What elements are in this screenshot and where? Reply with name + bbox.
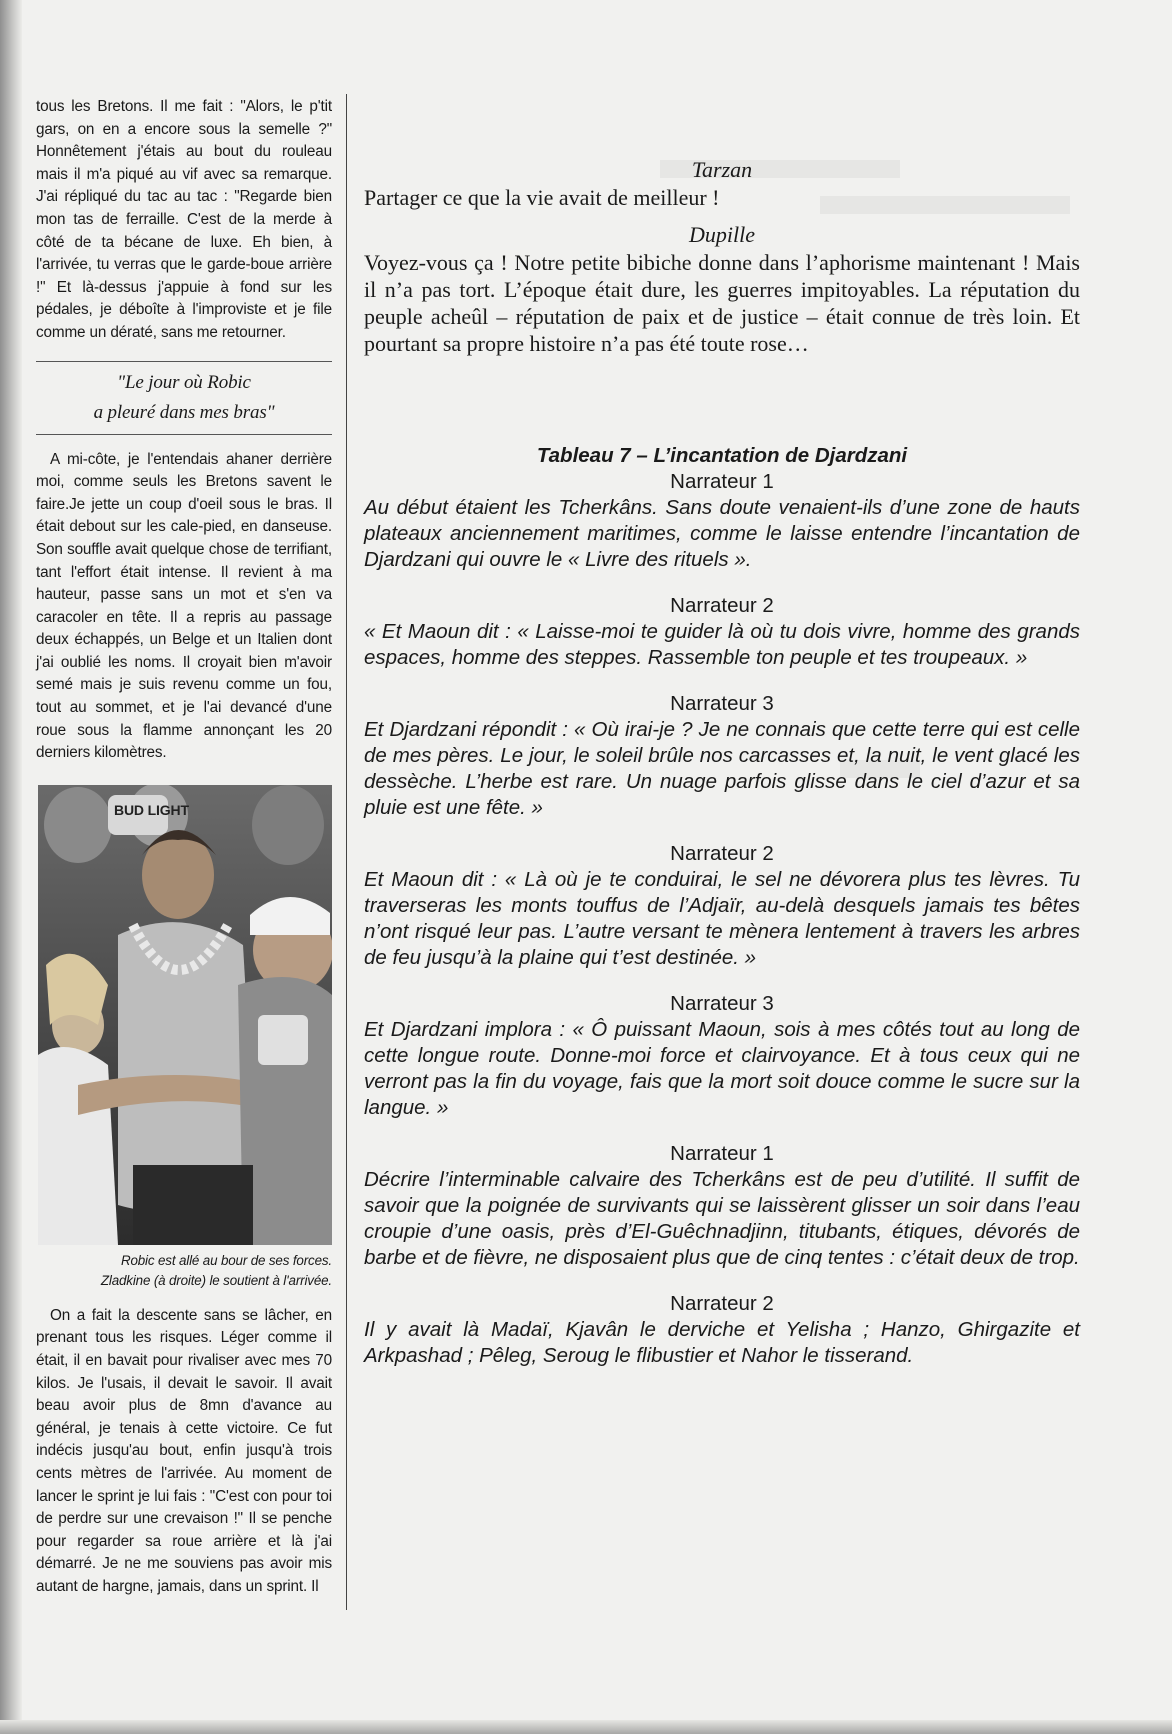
left-paragraph-2: A mi-côte, je l'entendais ahaner derrière moi, comme seuls les Bretons savent le faire.Je jette un coup d'oeil sous le bras. Il était debout sur les cale-pied, en danseuse. Son souffle avait quelque chose de terrifiant, tant l'effort était intense. Il revient à ma hauteur, passe sans un mot et s'en va caracoler en tête. Il a repris au passage deux échappés, un Belge et un Italien dont j'ai oublié les noms. Il croyait bien m'avoir semé mais je suis revenu comme un fou, tout au sommet, et je l'ai devancé d'une roue sous la flamme annonçant les 20 derniers kilomètres. (36, 450, 332, 762)
tableau-title: Tableau 7 – L’incantation de Djardzani (536, 444, 908, 467)
right-column (364, 156, 1080, 1369)
dialogue-section (364, 156, 1080, 357)
segment-speaker: Narrateur 3 (670, 992, 774, 1015)
segment-speaker: Narrateur 3 (670, 692, 774, 715)
segment-text: Et Maoun dit : « Là où je te conduirai, le sel ne dévorera plus tes lèvres. Tu traverseras les monts touffus de l’Adjaïr, au-delà desquels jamais tes bêtes n’ont risqué leur pas. L’autre versant te mènera lentement à travers les arbres de feu jusqu’à la plaine qui t’est destinée. » (364, 868, 1080, 969)
pull-quote-line-2: a pleuré dans mes bras" (93, 401, 275, 423)
cyclist-photo-illustration (38, 785, 332, 1245)
segment-text: « Et Maoun dit : « Laisse-moi te guider là où tu dois vivre, homme des grands espaces, homme des steppes. Rassemble ton peuple et tes troupeaux. » (364, 620, 1080, 669)
segment-speaker: Narrateur 2 (670, 842, 774, 865)
photo-caption-line-2: Zladkine (à droite) le soutient à l'arrivée. (100, 1272, 332, 1288)
segment-text: Et Djardzani implora : « Ô puissant Maoun, sois à mes côtés tout au long de cette longue route. Donne-moi force et clairvoyance. Et à tous ceux qui ne verront pas la fin du voyage, fais que la mort soit douce comme le sucre sur la langue. » (364, 1018, 1080, 1119)
photo-caption (36, 1251, 332, 1291)
segment-speaker: Narrateur 2 (670, 1292, 774, 1315)
tableau-section (364, 443, 1080, 1369)
page-bottom-edge (0, 1720, 1172, 1734)
segment-text: Il y avait là Madaï, Kjavân le derviche et Yelisha ; Hanzo, Ghirgazite et Arkpashad ; Pêleg, Seroug le flibustier et Nahor le tisserand. (364, 1318, 1080, 1367)
photo-sign-text: BUD LIGHT (114, 801, 189, 818)
left-paragraph-1: tous les Bretons. Il me fait : "Alors, le p'tit gars, on en a encore sous la semelle ?" Honnêtement j'étais au bout du rouleau mais il m'a piqué au vif avec sa remarque. J'ai répliqué du tac au tac : "Regarde bien mon tas de ferraille. C'est de la merde à côté de ta bécane de luxe. Eh bien, à l'arrivée, tu verras que le garde-boue arrière !" Et là-dessus j'appuie à fond sur les pédales, je déboîte à l'improviste et je file comme un dératé, sans me retourner. (36, 98, 332, 341)
tarzan-line: Partager ce que la vie avait de meilleur ! (364, 185, 720, 210)
speaker-tarzan: Tarzan (691, 157, 753, 182)
segment-speaker: Narrateur 2 (670, 594, 774, 617)
page-binding-shadow (0, 0, 22, 1734)
left-column (36, 96, 332, 1599)
photo-caption-line-1: Robic est allé au bour de ses forces. (120, 1252, 332, 1268)
column-divider (346, 94, 347, 1610)
pull-quote (36, 361, 332, 435)
cyclist-photo (38, 785, 332, 1245)
pull-quote-line-1: "Le jour où Robic (117, 371, 251, 393)
dupille-text: Voyez-vous ça ! Notre petite bibiche donne dans l’aphorisme maintenant ! Mais il n’a pas tort. L’époque était dure, les guerres impitoyables. La réputation du peuple acheûl – réputation de paix et de justice – était connue de très loin. Et pourtant sa propre histoire n’a pas été toute rose… (364, 250, 1080, 356)
speaker-dupille: Dupille (689, 222, 755, 247)
segment-text: Au début étaient les Tcherkâns. Sans doute venaient-ils d’une zone de hauts plateaux anciennement maritimes, comme le laisse entendre l’incantation de Djardzani qui ouvre le « Livre des rituels ». (364, 496, 1080, 571)
segment-speaker: Narrateur 1 (670, 1142, 774, 1165)
segment-speaker: Narrateur 1 (670, 470, 774, 493)
segment-text: Décrire l’interminable calvaire des Tcherkâns est de peu d’utilité. Il suffit de savoir que la poignée de survivants qui se laissèrent glisser un soir dans l’eau croupie d’une oasis, près d’El-Guêchnadjinn, titubants, étiques, dévorés de barbe et de fièvre, ne disposaient plus que de cinq tentes : c’était deux de trop. (364, 1168, 1080, 1269)
segment-text: Et Djardzani répondit : « Où irai-je ? Je ne connais que cette terre qui est celle de mes pères. Le jour, le soleil brûle nos carcasses et, la nuit, le vent glacé les dessèche. L’herbe est rare. Un nuage parfois glisse dans le ciel d’azur et sa pluie est une fête. » (364, 718, 1080, 819)
left-paragraph-3: On a fait la descente sans se lâcher, en prenant tous les risques. Léger comme il était, il en bavait pour rivaliser avec mes 70 kilos. Je l'usais, il devait le savoir. Il avait beau avoir plus de 8mn d'avance au général, je tenais à cette victoire. Ce fut indécis jusqu'au bout, enfin jusqu'à trois cents mètres de l'arrivée. Au moment de lancer le sprint je lui fais : "C'est con pour toi de perdre sur une crevaison !" Il se penche pour regarder sa roue arrière et là j'ai démarré. Je ne me souviens pas avoir mis autant de hargne, jamais, dans un sprint. Il (36, 1306, 332, 1595)
